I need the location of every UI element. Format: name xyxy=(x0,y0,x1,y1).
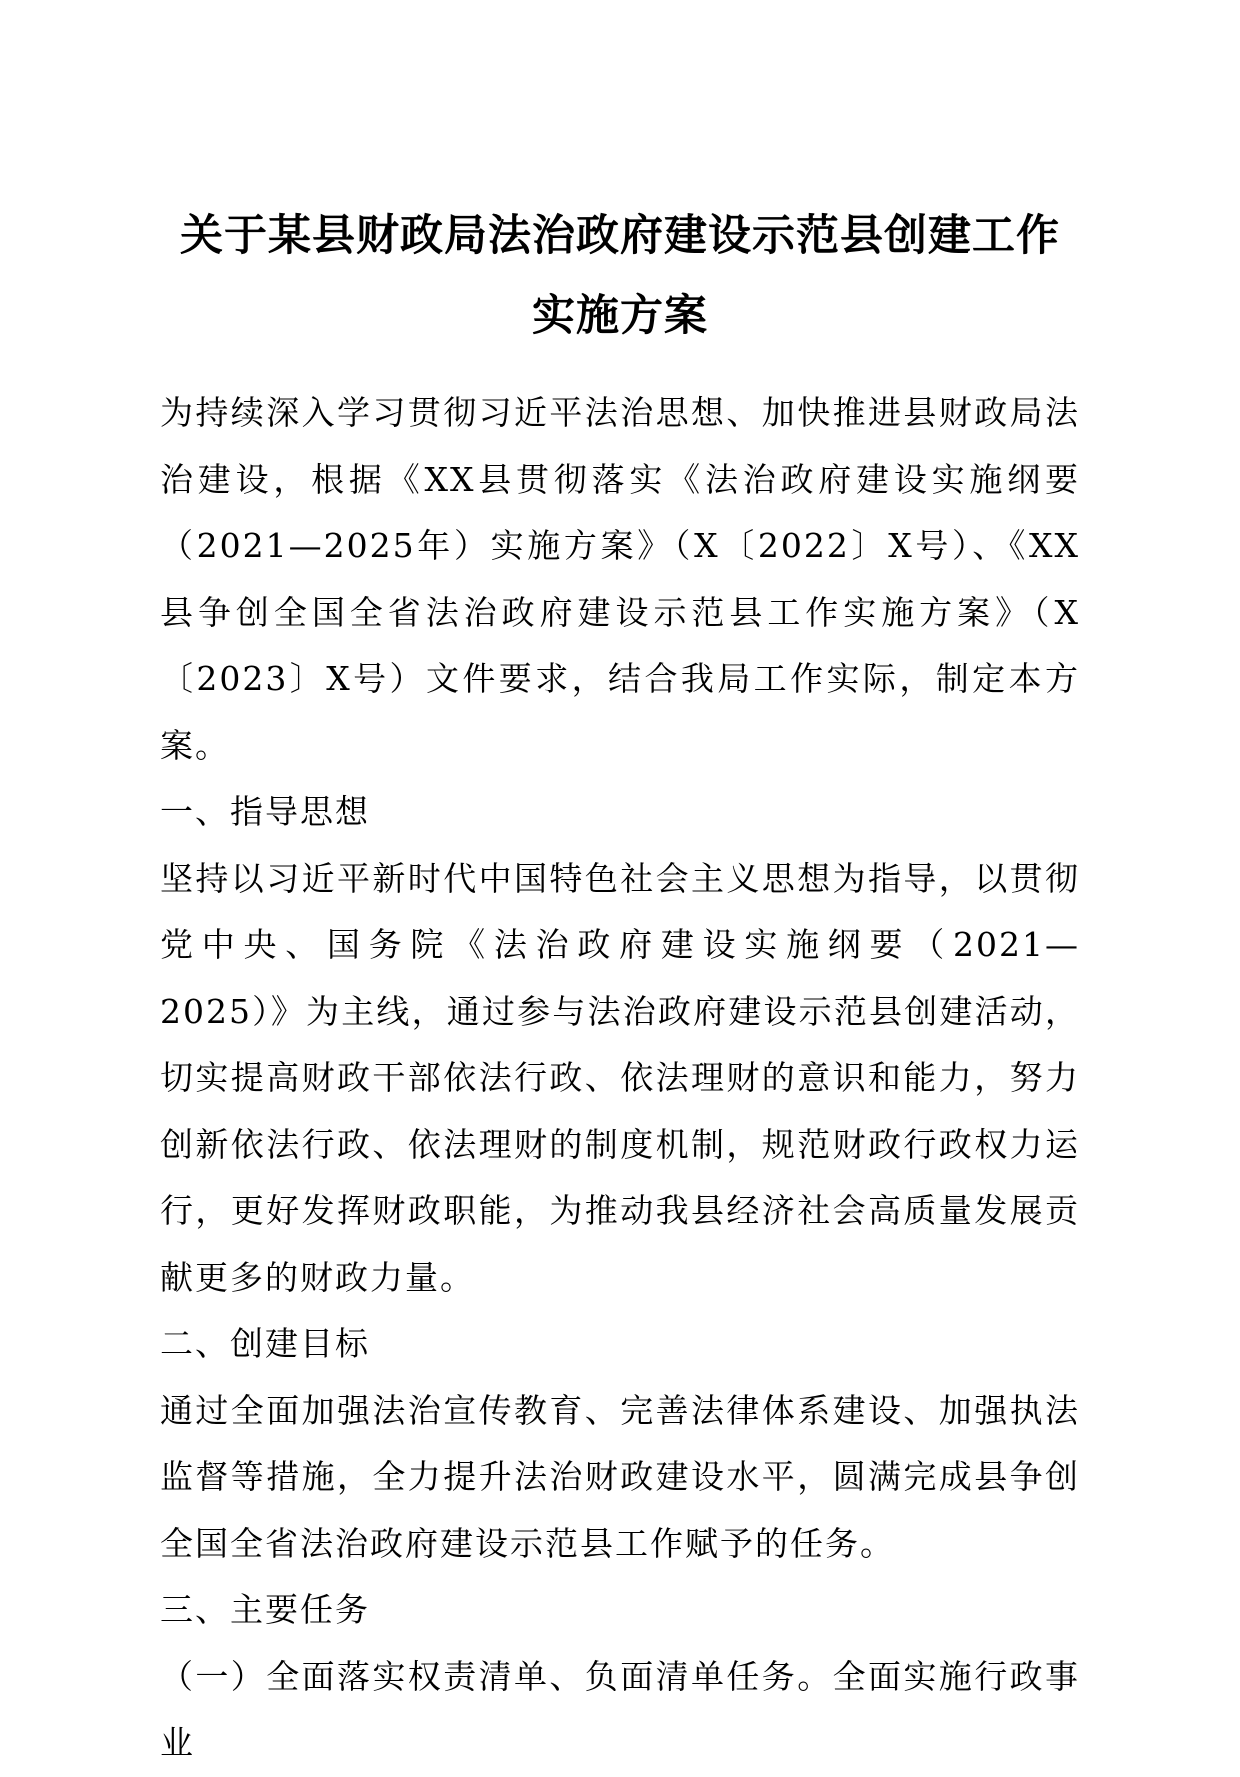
title-line-1: 关于某县财政局法治政府建设示范县创建工作 xyxy=(180,211,1060,261)
guiding-thought-paragraph: 坚持以习近平新时代中国特色社会主义思想为指导，以贯彻党中央、国务院《法治政府建设实施纲要（2021—2025）》为主线，通过参与法治政府建设示范县创建活动，切实提高财政干部依法行政、依法理财的意识和能力，努力创新依法行政、依法理财的制度机制，规范财政行政权力运行，更好发挥财政职能，为推动我县经济社会高质量发展贡献更多的财政力量。 xyxy=(160,858,1080,1297)
document-title xyxy=(150,196,1090,356)
goals-paragraph: 通过全面加强法治宣传教育、完善法律体系建设、加强执法监督等措施，全力提升法治财政建设水平，圆满完成县争创全国全省法治政府建设示范县工作赋予的任务。 xyxy=(160,1390,1080,1563)
intro-paragraph: 为持续深入学习贯彻习近平法治思想、加快推进县财政局法治建设，根据《XX县贯彻落实《法治政府建设实施纲要（2021—2025年）实施方案》（X〔2022〕X号）、《XX县争创全国全省法治政府建设示范县工作实施方案》（X〔2023〕X号）文件要求，结合我局工作实际，制定本方案。 xyxy=(160,393,1080,765)
document-body xyxy=(160,380,1080,1777)
title-line-2: 实施方案 xyxy=(532,291,708,341)
section-heading-goals: 二、创建目标 xyxy=(160,1324,370,1363)
main-tasks-item-1: （一）全面落实权责清单、负面清单任务。全面实施行政事业 xyxy=(160,1656,1080,1762)
section-heading-guiding-thought: 一、指导思想 xyxy=(160,792,370,831)
section-heading-main-tasks: 三、主要任务 xyxy=(160,1590,370,1629)
